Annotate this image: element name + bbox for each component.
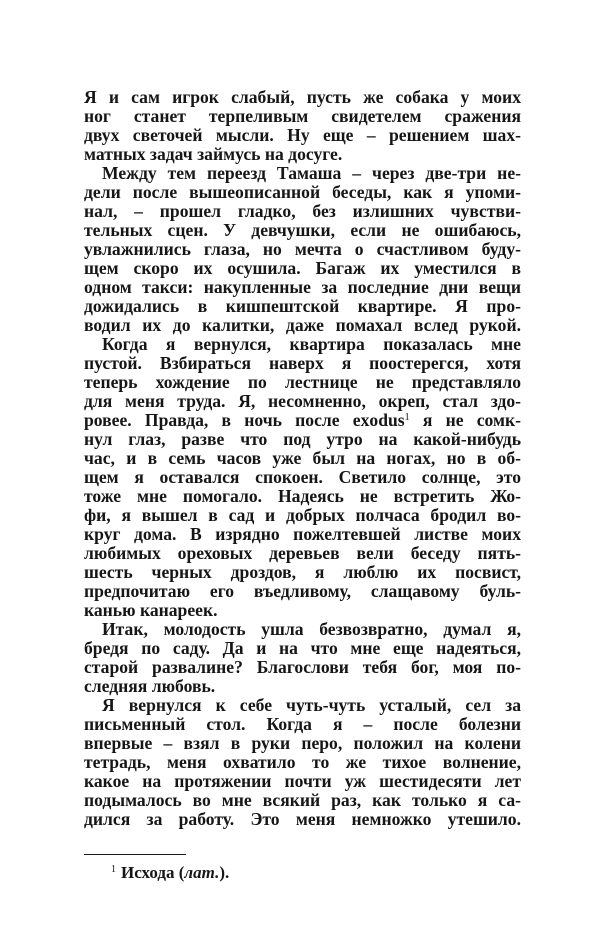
text-line: канью канареек. <box>84 600 218 620</box>
text-line: Я вернулся к себе чуть-чуть усталый, сел за <box>102 695 521 715</box>
footnote-divider <box>84 854 186 855</box>
text-line: одном такси: накупленные за последние дни вещи <box>84 277 521 297</box>
text-line: бредя по саду. Да и на что мне еще надеяться, <box>84 638 521 658</box>
text-line: увлажнились глаза, но мечта о счастливом буду- <box>84 239 521 259</box>
text-line: тоже мне помогало. Надеясь не встретить Жо- <box>84 486 521 506</box>
text-line: нал, – прошел гладко, без излишних чувстви- <box>84 201 521 221</box>
text-line: тетрадь, меня охватило то же тихое волнение, <box>84 752 521 772</box>
text-line: водил их до калитки, даже помахал вслед рукой. <box>84 315 521 335</box>
text-line: фи, я вышел в сад и добрых полчаса бродил во- <box>84 505 521 525</box>
paragraph-1 <box>84 88 521 164</box>
text-line: письменный стол. Когда я – после болезни <box>84 714 521 734</box>
text-line: дожидались в кишпештской квартире. Я про- <box>84 296 521 316</box>
paragraph-2 <box>84 164 521 335</box>
text-line: нул глаз, разве что под утро на какой-нибудь <box>84 429 521 449</box>
text-line: какое на протяжении почти уж шестидесяти лет <box>84 771 521 791</box>
text-line: шесть черных дроздов, я люблю их посвист, <box>84 562 521 582</box>
text-line: подымалось во мне всякий раз, как только я са- <box>84 790 521 810</box>
paragraph-4 <box>84 620 521 696</box>
footnote-close: ). <box>219 863 230 882</box>
text-line: час, и в семь часов уже был на ногах, но в об- <box>84 448 521 468</box>
paragraph-3 <box>84 335 521 620</box>
text-line: ног станет терпеливым свидетелем сражения <box>84 106 521 126</box>
text-line: впервые – взял в руки перо, положил на колени <box>84 733 521 753</box>
text-line: Когда я вернулся, квартира показалась мне <box>102 334 521 354</box>
footnote-mark: 1 <box>111 864 116 875</box>
footnote <box>111 863 229 882</box>
book-page-body <box>84 88 521 829</box>
text-line: Я и сам игрок слабый, пусть же собака у моих <box>84 87 521 107</box>
text-line: следняя любовь. <box>84 676 216 696</box>
footnote-text: Исхода ( <box>121 863 185 882</box>
text-line: щем скоро их осушила. Багаж их уместился в <box>84 258 521 278</box>
text-line: круг дома. В изрядно пожелтевшей листве моих <box>84 524 521 544</box>
text-line: старой развалине? Благослови тебя бог, моя по- <box>84 657 521 677</box>
text-line: Между тем переезд Тамаша – через две-три не- <box>102 163 521 183</box>
text-line: дился за работу. Это меня немножко утешило. <box>84 809 521 829</box>
text-segment: я не сомк- <box>409 410 521 430</box>
paragraph-5 <box>84 696 521 829</box>
text-line: щем я оставался спокоен. Светило солнце, это <box>84 467 521 487</box>
text-line: Итак, молодость ушла безвозвратно, думал я, <box>102 619 521 639</box>
text-line: любимых ореховых деревьев вели беседу пять- <box>84 543 521 563</box>
text-line: матных задач займусь на досуге. <box>84 144 343 164</box>
text-line-with-footnote-ref <box>84 411 521 430</box>
text-line: двух светочей мысли. Ну еще – решением шах- <box>84 125 521 145</box>
text-line: дели после вышеописанной беседы, как я упоми- <box>84 182 521 202</box>
text-line: предпочитаю его въедливому, слащавому буль- <box>84 581 521 601</box>
text-segment: ровее. Правда, в ночь после exodus <box>84 410 405 430</box>
footnote-italic-text: лат. <box>184 863 220 882</box>
text-line: теперь хождение по лестнице не представляло <box>84 372 521 392</box>
text-line: пустой. Взбираться наверх я поостерегся, хотя <box>84 353 521 373</box>
text-line: тельных сцен. У девчушки, если не ошибаюсь, <box>84 220 521 240</box>
text-line: для меня труда. Я, несомненно, окреп, стал здо- <box>84 391 521 411</box>
footnote-reference[interactable]: 1 <box>404 412 410 423</box>
